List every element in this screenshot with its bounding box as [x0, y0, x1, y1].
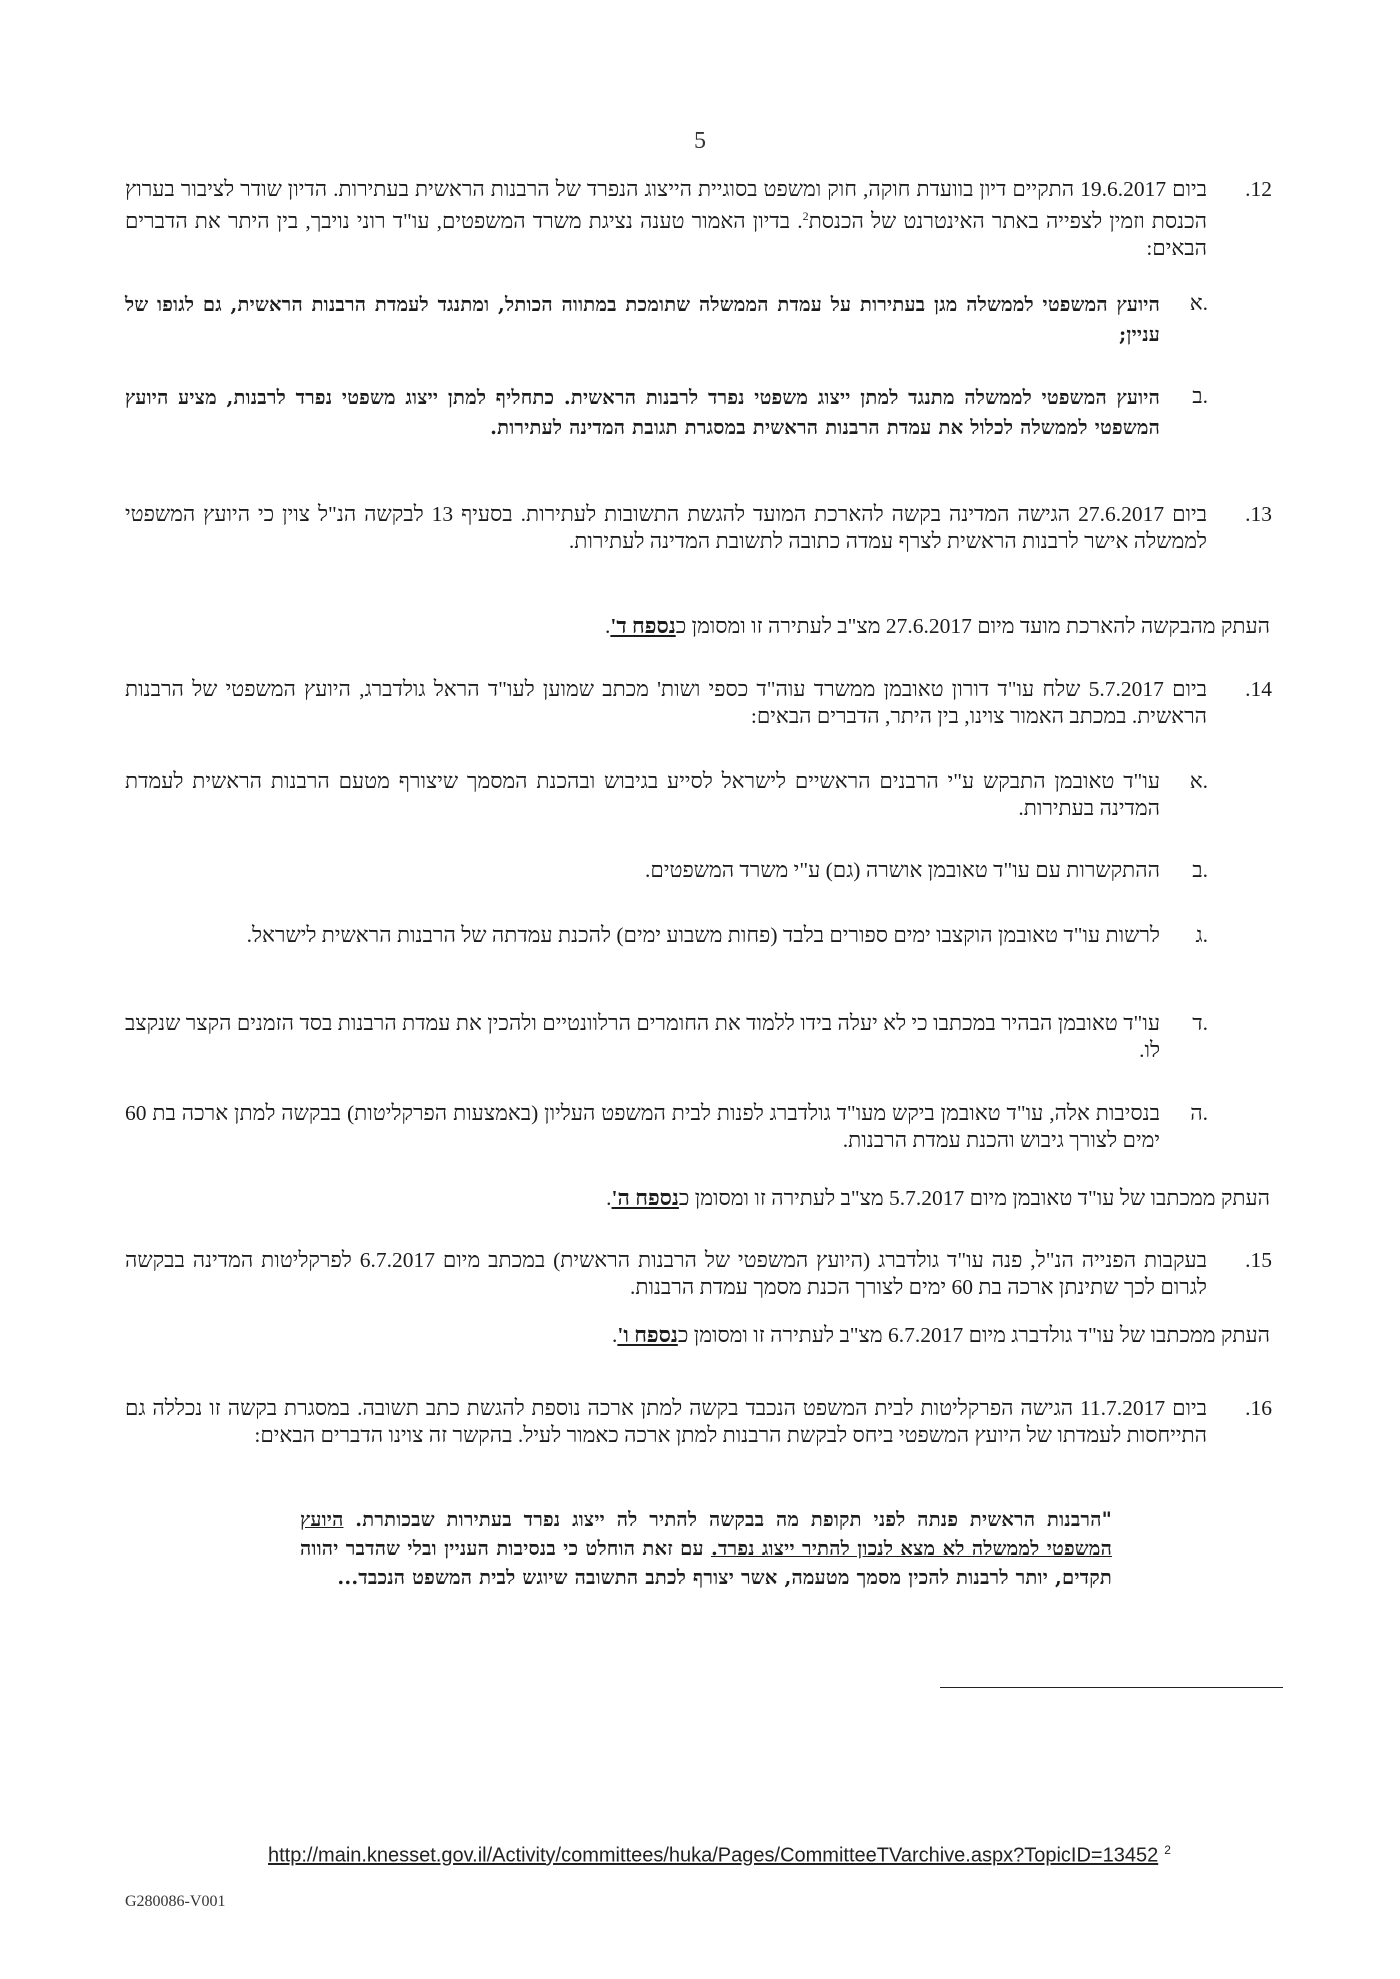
item-14-sub-b-letter: ב. — [1192, 858, 1208, 882]
footnote — [268, 1843, 1171, 1868]
item-12-sub-b-text: היועץ המשפטי לממשלה מתנגד למתן ייצוג משפטי נפרד לרבנות הראשית. כתחליף למתן ייצוג משפטי נפרד לרבנות, מציע היועץ המשפטי לממשלה לכלול את עמדת הרבנות הראשית במסגרת תגובת המדינה לעתירות. — [125, 386, 1160, 439]
annex-d-reference: העתק מהבקשה להארכת מועד מיום 27.6.2017 מצ"ב לעתירה זו ומסומן כנספח ד'. — [604, 614, 1270, 638]
item-12-number: .12 — [1245, 177, 1272, 201]
annex-d-label: נספח ד' — [610, 614, 676, 638]
item-16-text: ביום 11.7.2017 הגישה הפרקליטות לבית המשפט הנכבד בקשה למתן ארכה נוספת להגשת כתב תשובה. במסגרת בקשה זו נכללה גם התייחסות לעמדתו של היועץ המשפטי ביחס לבקשת הרבנות למתן ארכה כאמור לעיל. בהקשר זה צוינו הדברים הבאים: — [125, 1396, 1207, 1447]
item-12-text-after-footnote: . בדיון האמור טענה נציגת משרד המשפטים, עו"ד רוני נויבך, בין היתר את הדברים הבאים: — [125, 209, 1207, 261]
annex-f-reference: העתק ממכתבו של עו"ד גולדברג מיום 6.7.2017 מצ"ב לעתירה זו ומסומן כנספח ו'. — [611, 1323, 1270, 1347]
item-12-text — [125, 176, 1207, 262]
item-13-number: .13 — [1245, 502, 1272, 526]
item-14-sub-c-letter: ג. — [1195, 923, 1208, 947]
item-14-sub-a-letter: א. — [1189, 769, 1208, 793]
annex-f-label: נספח ו' — [617, 1323, 678, 1347]
footnote-reference[interactable]: 2 — [802, 209, 809, 223]
item-14-number: .14 — [1245, 677, 1272, 701]
item-15-number: .15 — [1245, 1248, 1272, 1272]
item-16-number: .16 — [1245, 1396, 1272, 1420]
page-number: 5 — [694, 128, 706, 154]
footnote-separator — [940, 1687, 1283, 1688]
annex-e-label: נספח ה' — [611, 1186, 679, 1210]
item-14-sub-d-text: עו"ד טאובמן הבהיר במכתבו כי לא יעלה בידו ללמוד את החומרים הרלוונטיים ולהכין את עמדת הרבנות בסד הזמנים הקצר שנקצב לו. — [125, 1011, 1160, 1062]
item-14-sub-d-letter: ד. — [1192, 1011, 1208, 1035]
item-15-text: בעקבות הפנייה הנ"ל, פנה עו"ד גולדברג (היועץ המשפטי של הרבנות הראשית) במכתב מיום 6.7.2017 לפרקליטות המדינה בבקשה לגרום לכך שתינתן ארכה בת 60 ימים לצורך הכנת מסמך עמדת הרבנות. — [125, 1248, 1207, 1299]
item-14-sub-c-text: לרשות עו"ד טאובמן הוקצבו ימים ספורים בלבד (פחות משבוע ימים) להכנת עמדתה של הרבנות הראשית לישראל. — [246, 923, 1160, 947]
footnote-marker: 2 — [1164, 1843, 1171, 1857]
item-14-sub-e-text: בנסיבות אלה, עו"ד טאובמן ביקש מעו"ד גולדברג לפנות לבית המשפט העליון (באמצעות הפרקליטות) בבקשה למתן ארכה בת 60 ימים לצורך גיבוש והכנת עמדת הרבנות. — [125, 1101, 1160, 1152]
item-12-text-before-footnote: ביום 19.6.2017 התקיים דיון בוועדת חוקה, חוק ומשפט בסוגיית הייצוג הנפרד של הרבנות הראשית בעתירות. הדיון שודר לציבור בערוץ הכנסת וזמין לצפייה באתר האינטרנט של הכנסת — [125, 177, 1207, 234]
annex-e-reference: העתק ממכתבו של עו"ד טאובמן מיום 5.7.2017 מצ"ב לעתירה זו ומסומן כנספח ה'. — [606, 1186, 1270, 1210]
item-12-sub-a-text: היועץ המשפטי לממשלה מגן בעתירות על עמדת הממשלה שתומכת במתווה הכותל, ומתנגד לעמדת הרבנות הראשית, גם לגופו של עניין; — [125, 293, 1160, 346]
item-14-sub-e-letter: ה. — [1190, 1101, 1208, 1125]
item-12-sub-b-letter: ב. — [1192, 384, 1208, 408]
item-13-text: ביום 27.6.2017 הגישה המדינה בקשה להארכת המועד להגשת התשובות לעתירות. בסעיף 13 לבקשה הנ"ל צוין כי היועץ המשפטי לממשלה אישר לרבנות הראשית לצרף עמדה כתובה לתשובת המדינה לעתירות. — [125, 502, 1208, 553]
item-16-quote: "הרבנות הראשית פנתה לפני תקופת מה בבקשה להתיר לה ייצוג נפרד בעתירות שבכותרת. היועץ המשפטי לממשלה לא מצא לנכון להתיר ייצוג נפרד. עם זאת הוחלט כי בנסיבות העניין ובלי שהדבר יהווה תקדים, יותר לרבנות להכין מסמך מטעמה, אשר יצורף לכתב התשובה שיוגש לבית המשפט הנכבד... — [300, 1508, 1112, 1589]
quote-underlined-sentence: היועץ המשפטי לממשלה לא מצא לנכון להתיר ייצוג נפרד. — [300, 1508, 1112, 1560]
item-12-sub-a-letter: א. — [1189, 291, 1208, 315]
footnote-link[interactable]: http://main.knesset.gov.il/Activity/committees/huka/Pages/CommitteeTVarchive.aspx?TopicID=13452 — [268, 1844, 1159, 1867]
item-14-sub-a-text: עו"ד טאובמן התבקש ע"י הרבנים הראשיים לישראל לסייע בגיבוש ובהכנת המסמך שיצורף מטעם הרבנות הראשית לעמדת המדינה בעתירות. — [125, 769, 1160, 820]
item-14-sub-b-text: ההתקשרות עם עו"ד טאובמן אושרה (גם) ע"י משרד המשפטים. — [645, 858, 1160, 882]
document-id: G280086-V001 — [125, 1893, 226, 1910]
item-14-text: ביום 5.7.2017 שלח עו"ד דורון טאובמן ממשרד עוה"ד כספי ושות' מכתב שמוען לעו"ד הראל גולדברג, היועץ המשפטי של הרבנות הראשית. במכתב האמור צוינו, בין היתר, הדברים הבאים: — [125, 677, 1207, 728]
